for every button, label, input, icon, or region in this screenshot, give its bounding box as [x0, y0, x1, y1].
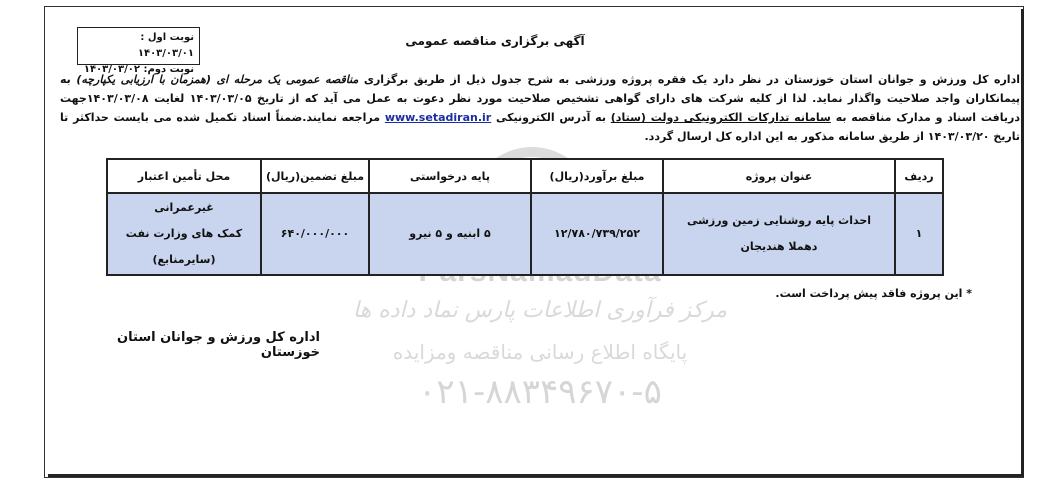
setad-system-name: سامانه تدارکات الکترونیکی دولت (ستاد) [610, 111, 831, 124]
project-title-line2: دهملا هندیجان [740, 240, 818, 253]
body-emphasis: مناقصه عمومی یک مرحله ای (همزمان با ارزیابی یکپارچه) [76, 73, 359, 86]
tender-table [106, 158, 944, 276]
setadiran-link[interactable]: www.setadiran.ir [384, 111, 492, 124]
body-part-4: مراجعه نمایند.ضمناً اسناد تکمیل شده می بایست حداکثر تا تاریخ ۱۴۰۳/۰۳/۲۰ از طریق سامانه مذکور به این اداره کل ارسال گردد. [60, 111, 1020, 143]
cell-funding [107, 193, 261, 275]
header-row-number: ردیف [895, 159, 943, 193]
project-title-line1: احداث پایه روشنایی زمین ورزشی [686, 214, 872, 227]
header-project-title: عنوان پروژه [663, 159, 895, 193]
first-publication-date: نوبت اول : ۱۴۰۳/۰۳/۰۱ [137, 32, 194, 59]
header-guarantee: مبلغ تضمین(ریال) [261, 159, 369, 193]
header-grade: پایه درخواستی [369, 159, 531, 193]
table-header-row [107, 159, 943, 193]
watermark-line1: مرکز فرآوری اطلاعات پارس نماد داده ها [352, 298, 728, 323]
cell-guarantee: ۶۴۰/۰۰۰/۰۰۰ [261, 193, 369, 275]
page-title: آگهی برگزاری مناقصه عمومی [405, 34, 585, 48]
body-part-2: به پیمانکاران واجد صلاحیت واگذار نماید. لذا از کلیه شرکت های دارای گواهی تشخیص صلاحیت مورد نظر دعوت به عمل می آید که از تاریخ ۱۴۰۳/۰۳/۰۵ لغایت ۱۴۰۳/۰۳/۰۸جهت دریافت اسناد و مدارک مناقصه به [60, 73, 1021, 124]
cell-row-number: ۱ [895, 193, 943, 275]
announcement-body [60, 70, 1020, 146]
cell-estimate: ۱۲/۷۸۰/۷۳۹/۲۵۲ [531, 193, 663, 275]
header-funding: محل تأمین اعتبار [107, 159, 261, 193]
table-row [107, 193, 943, 275]
organization-signature: اداره کل ورزش و جوانان استان خوزستان [117, 330, 320, 360]
header-estimate: مبلغ برآورد(ریال) [531, 159, 663, 193]
watermark-phone: ۰۲۱-۸۸۳۴۹۶۷۰-۵ [418, 372, 662, 412]
prepayment-note: * این پروژه فاقد پیش پرداخت است. [775, 287, 972, 300]
funding-line1: غیرعمرانی [154, 201, 214, 214]
body-part-3: به آدرس الکترونیکی [496, 111, 606, 124]
cell-grade: ۵ ابنیه و ۵ نیرو [369, 193, 531, 275]
watermark-line2: پایگاه اطلاع رسانی مناقصه ومزایده [392, 340, 688, 364]
second-publication-date: نوبت دوم: ۱۴۰۳/۰۳/۰۲ [83, 64, 194, 75]
publication-dates-box [77, 27, 200, 75]
cell-project-title [663, 193, 895, 275]
funding-line2: کمک های وزارت نفت (سایرمنابع) [125, 227, 243, 266]
body-part-1: اداره کل ورزش و جوانان استان خوزستان در نظر دارد یک فقره پروژه ورزشی به شرح جدول ذیل از طریق برگزاری [363, 73, 1020, 86]
